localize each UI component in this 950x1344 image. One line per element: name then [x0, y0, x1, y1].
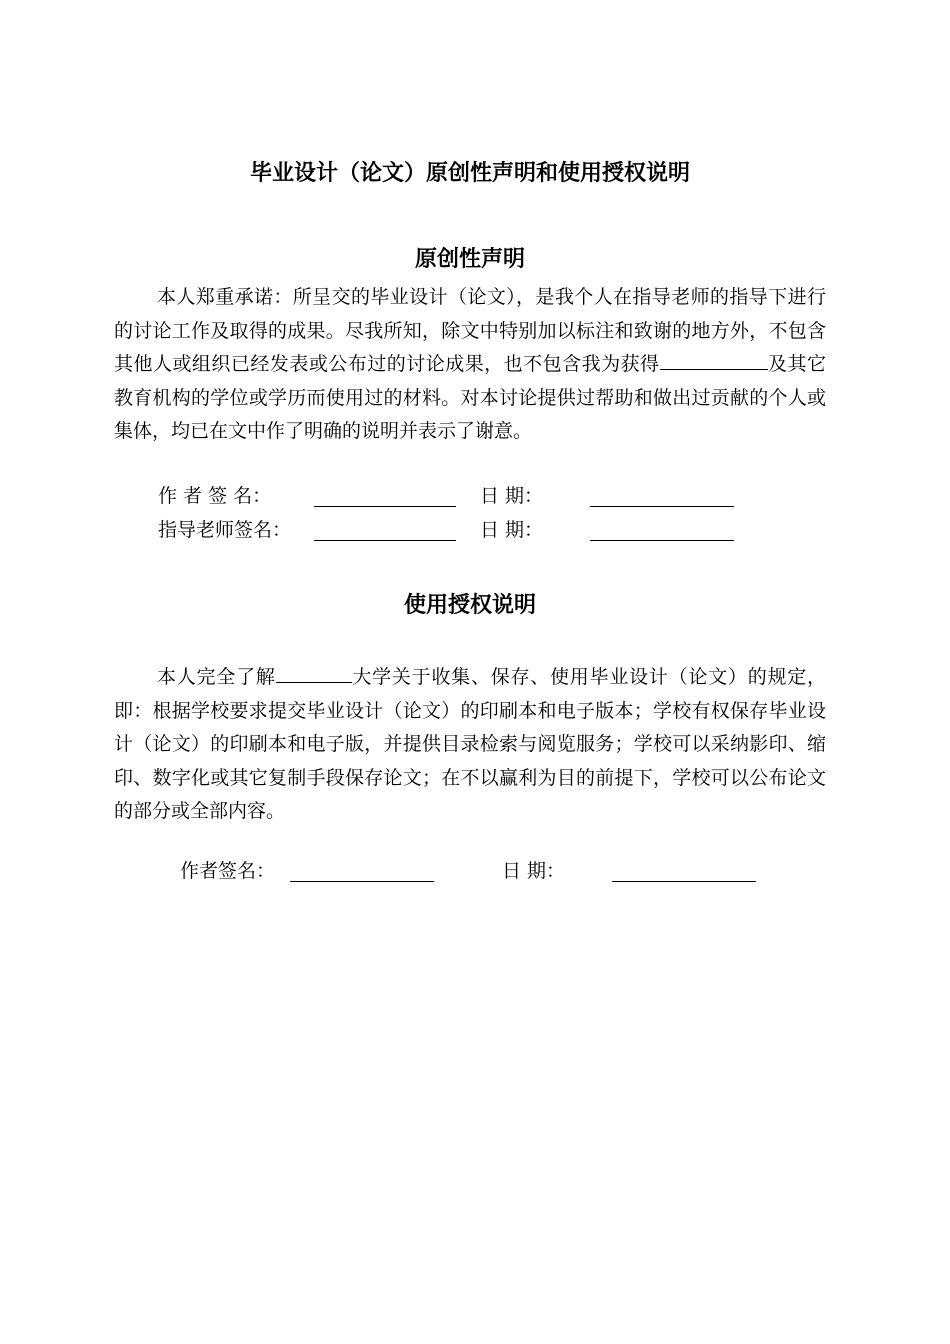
supervisor-signature-label: 指导老师签名： — [158, 519, 292, 541]
document-title: 毕业设计（论文）原创性声明和使用授权说明 — [249, 161, 690, 186]
authorization-text-part1: 本人完全了解 — [157, 666, 276, 688]
authorization-heading: 使用授权说明 — [403, 593, 536, 618]
originality-heading: 原创性声明 — [414, 247, 525, 272]
authorization-text-part2: 大学关于收集、保存、使用毕业设计（论文）的规定，即：根据学校要求提交毕业设计（论文）的印刷本和电子版本；学校有权保存毕业设计（论文）的印刷本和电子版，并提供目录检索与阅览服务；学校可以采纳影印、缩印、数字化或其它复制手段保存论文；在不以赢利为目的前提下，学校可以公布论文的部分或全部内容。 — [114, 666, 826, 822]
author-date-label: 日 期： — [480, 485, 544, 507]
university-blank[interactable] — [276, 662, 352, 683]
authorization-signature-line[interactable] — [290, 880, 434, 882]
authorization-signature-label: 作者签名： — [180, 860, 276, 882]
author-signature-label: 作 者 签 名： — [158, 485, 272, 507]
supervisor-date-label: 日 期： — [480, 519, 544, 541]
supervisor-signature-line[interactable] — [314, 539, 456, 541]
author-date-line[interactable] — [590, 505, 734, 507]
originality-statement — [114, 281, 826, 449]
authorization-statement — [114, 661, 826, 829]
supervisor-date-line[interactable] — [590, 539, 734, 541]
author-signature-line[interactable] — [314, 505, 456, 507]
institution-blank[interactable] — [660, 349, 768, 370]
authorization-date-label: 日 期： — [502, 860, 566, 882]
authorization-date-line[interactable] — [612, 880, 756, 882]
originality-text-part2: 及其它教育机构的学位或学历而使用过的材料。对本讨论提供过帮助和做出过贡献的个人或集体，均已在文中作了明确的说明并表示了谢意。 — [114, 353, 826, 442]
originality-text-part1: 本人郑重承诺：所呈交的毕业设计（论文），是我个人在指导老师的指导下进行的讨论工作及取得的成果。尽我所知，除文中特别加以标注和致谢的地方外，不包含其他人或组织已经发表或公布过的讨论成果，也不包含我为获得 — [114, 286, 826, 375]
